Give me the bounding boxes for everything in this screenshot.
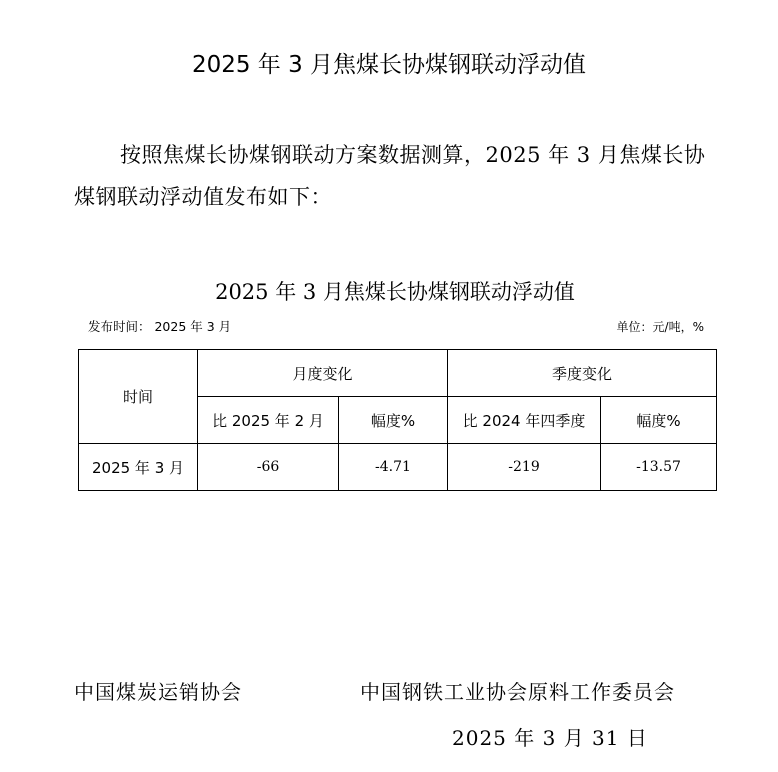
intro-paragraph: 按照焦煤长协煤钢联动方案数据测算，2025 年 3 月焦煤长协煤钢联动浮动值发布如下： — [74, 143, 706, 209]
footer-org-coal: 中国煤炭运销协会 — [74, 680, 242, 704]
cell-monthly-pct: -4.71 — [339, 444, 448, 491]
table-header-row — [79, 350, 717, 397]
document-title: 2025 年 3 月焦煤长协煤钢联动浮动值 — [191, 52, 587, 78]
publish-time: 发布时间： 2025 年 3 月 — [88, 319, 232, 334]
table-title: 2025 年 3 月焦煤长协煤钢联动浮动值 — [215, 280, 575, 304]
header-vs-q4: 比 2024 年四季度 — [448, 397, 601, 444]
unit-label: 单位：元/吨，% — [616, 320, 704, 334]
header-time: 时间 — [79, 350, 198, 444]
header-vs-feb: 比 2025 年 2 月 — [198, 397, 339, 444]
cell-vs-feb: -66 — [198, 444, 339, 491]
header-monthly-pct: 幅度% — [339, 397, 448, 444]
cell-vs-q4: -219 — [448, 444, 601, 491]
footer-org-steel: 中国钢铁工业协会原料工作委员会 — [360, 680, 675, 704]
header-monthly-change: 月度变化 — [198, 350, 448, 397]
header-quarterly-change: 季度变化 — [448, 350, 717, 397]
header-quarterly-pct: 幅度% — [601, 397, 717, 444]
cell-time: 2025 年 3 月 — [79, 444, 198, 491]
table-row — [79, 444, 717, 491]
data-table — [78, 349, 717, 491]
footer-date: 2025 年 3 月 31 日 — [452, 726, 648, 750]
cell-quarterly-pct: -13.57 — [601, 444, 717, 491]
